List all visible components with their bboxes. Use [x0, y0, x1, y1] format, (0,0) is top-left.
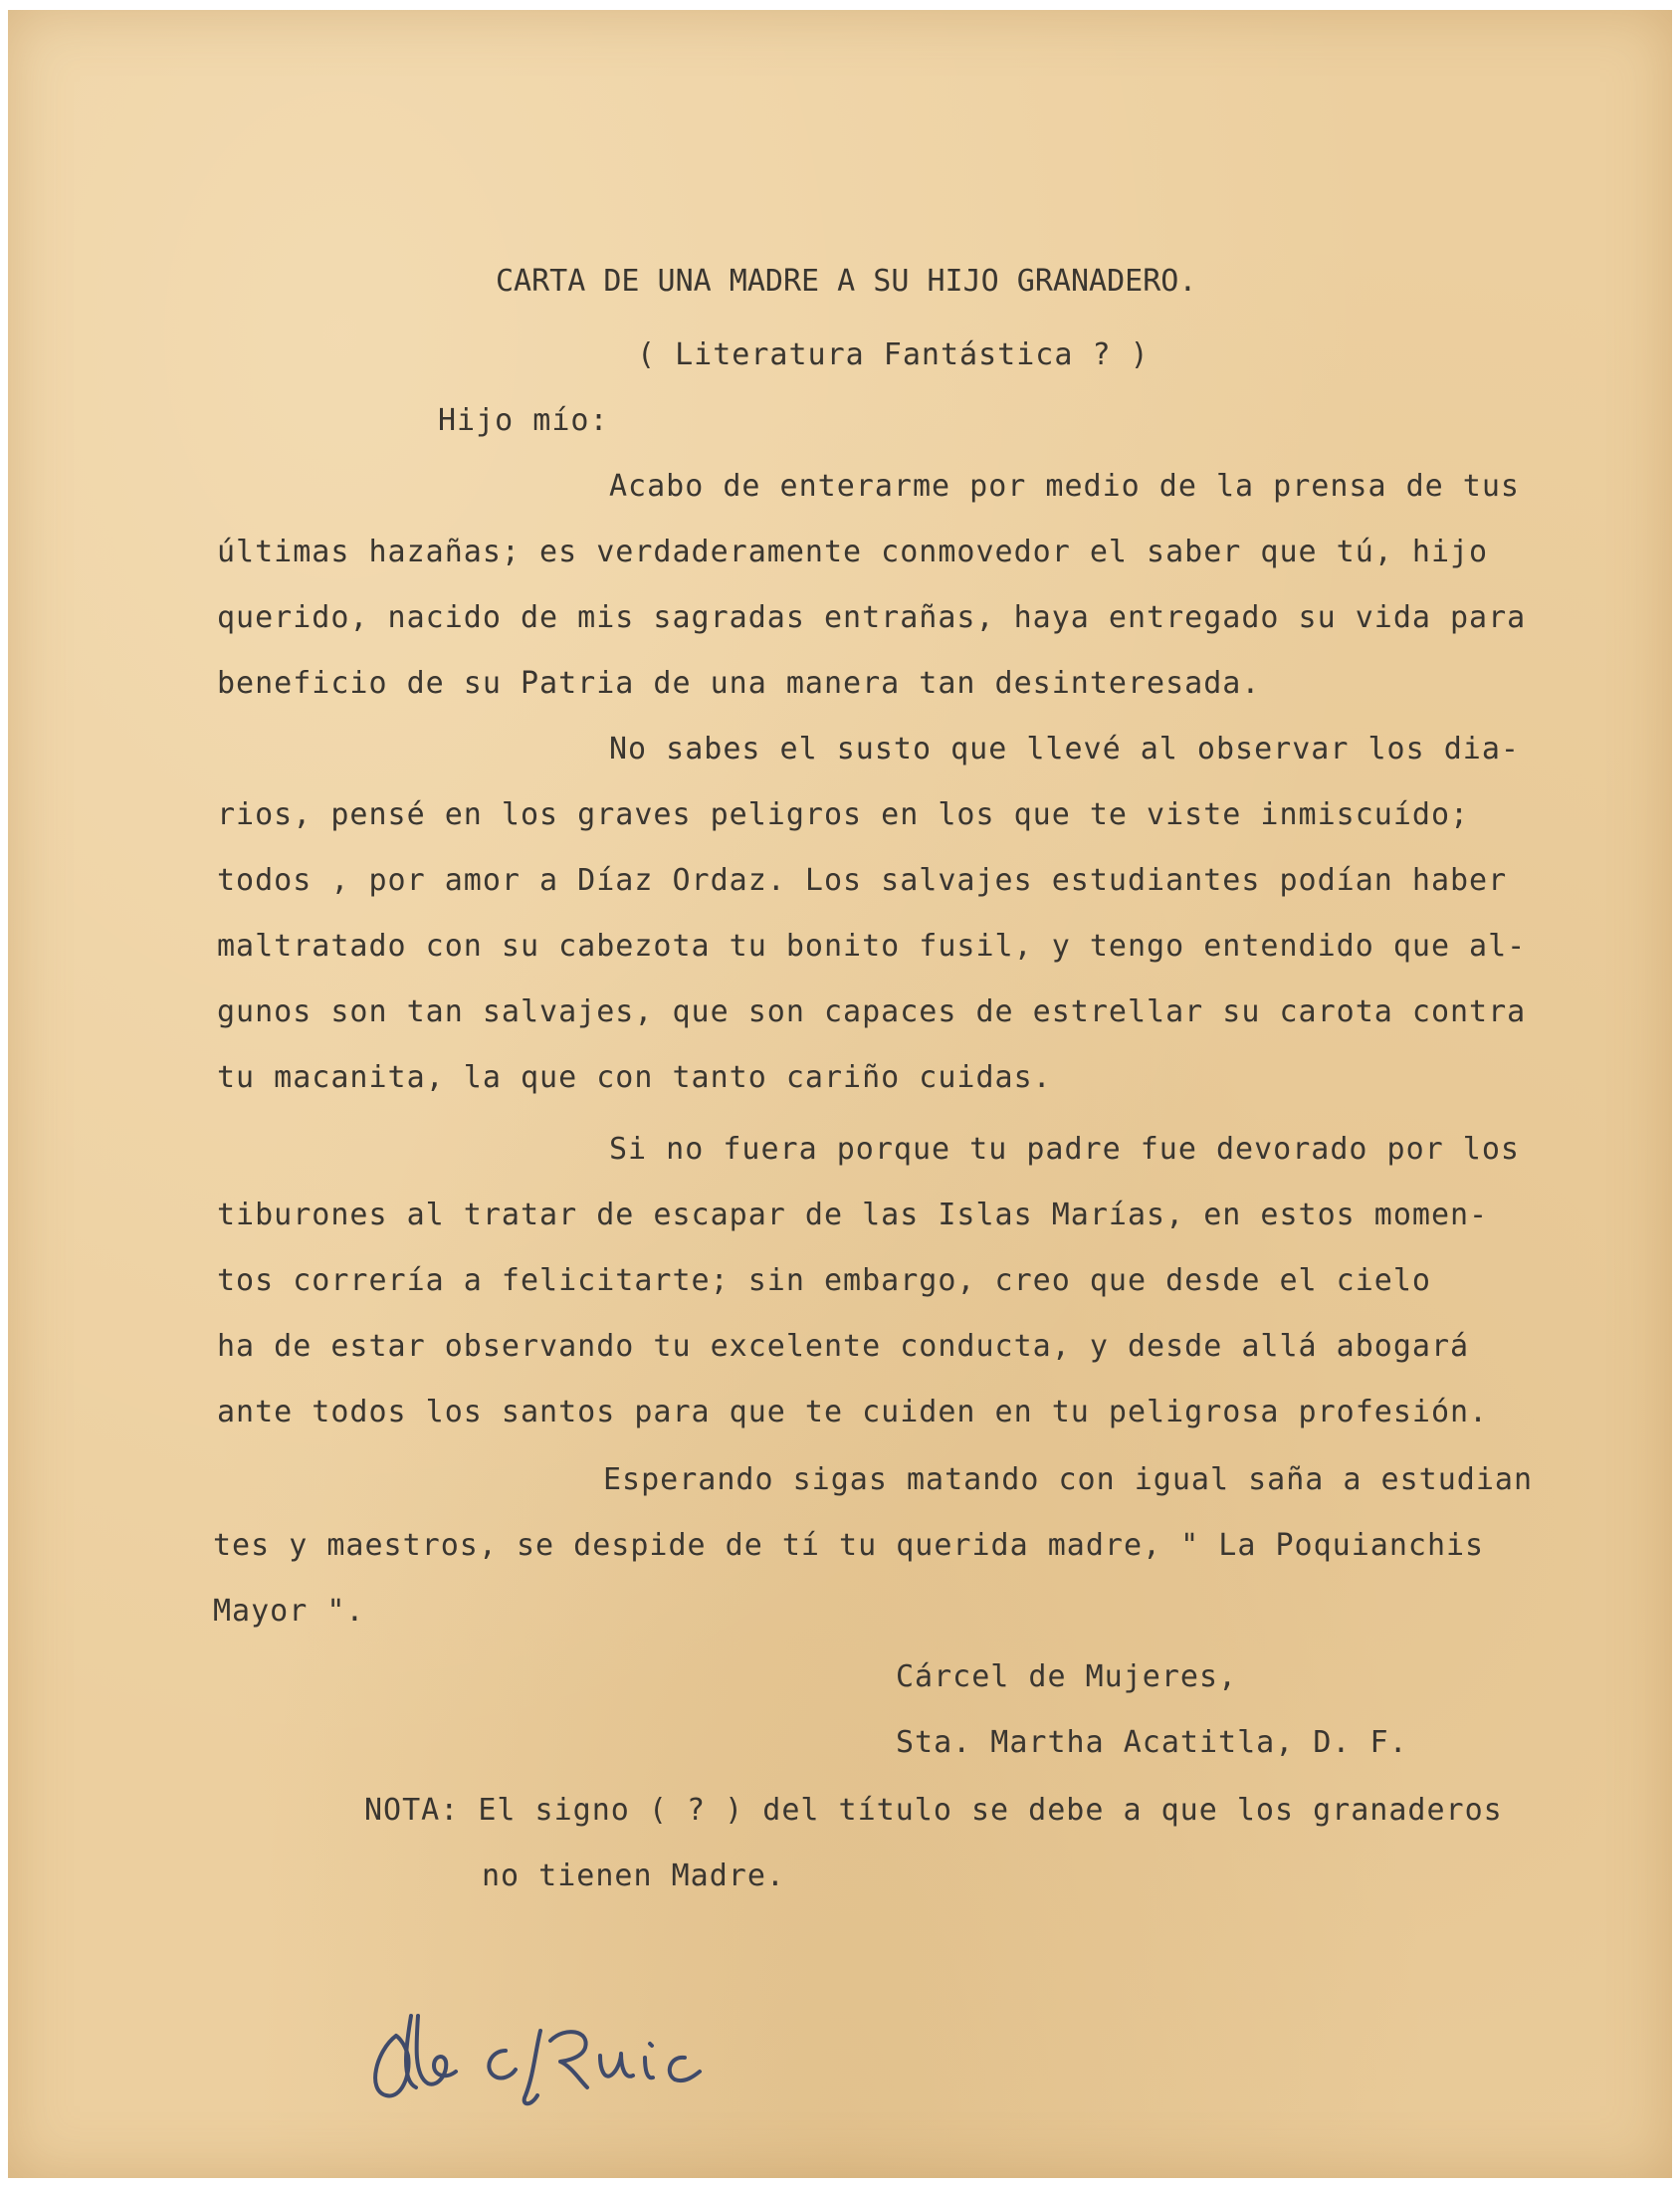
body-line: Si no fuera porque tu padre fue devorado por los: [609, 1132, 1520, 1167]
body-line: tes y maestros, se despide de tí tu querida madre, " La Poquianchis: [213, 1528, 1485, 1563]
body-line: Acabo de enterarme por medio de la prensa de tus: [609, 469, 1520, 504]
body-line: tos correría a felicitarte; sin embargo, creo que desde el cielo: [217, 1263, 1431, 1298]
letter-title: CARTA DE UNA MADRE A SU HIJO GRANADERO.: [496, 264, 1197, 299]
letter-subtitle: ( Literatura Fantástica ? ): [637, 337, 1150, 372]
body-line: tiburones al tratar de escapar de las Islas Marías, en estos momen-: [217, 1198, 1489, 1232]
body-line: últimas hazañas; es verdaderamente conmovedor el saber que tú, hijo: [217, 535, 1489, 569]
closing-address: Sta. Martha Acatitla, D. F.: [896, 1725, 1408, 1760]
body-line: tu macanita, la que con tanto cariño cuidas.: [217, 1060, 1052, 1095]
body-line: rios, pensé en los graves peligros en los que te viste inmiscuído;: [217, 797, 1470, 832]
handwritten-signature: [356, 1996, 735, 2115]
letter-page: [8, 10, 1672, 2178]
body-line: No sabes el susto que llevé al observar los dia-: [609, 732, 1520, 766]
body-line: ha de estar observando tu excelente conducta, y desde allá abogará: [217, 1329, 1470, 1364]
body-line: Mayor ".: [213, 1594, 365, 1629]
body-line: Esperando sigas matando con igual saña a estudian: [603, 1462, 1534, 1497]
body-line: querido, nacido de mis sagradas entrañas, haya entregado su vida para: [217, 600, 1527, 635]
body-line: ante todos los santos para que te cuiden en tu peligrosa profesión.: [217, 1395, 1489, 1429]
body-line: beneficio de su Patria de una manera tan desinteresada.: [217, 666, 1261, 701]
closing-place: Cárcel de Mujeres,: [896, 1659, 1238, 1694]
body-line: todos , por amor a Díaz Ordaz. Los salvajes estudiantes podían haber: [217, 863, 1508, 898]
body-line: maltratado con su cabezota tu bonito fusil, y tengo entendido que al-: [217, 929, 1527, 964]
note-line: NOTA: El signo ( ? ) del título se debe a que los granaderos: [364, 1793, 1503, 1828]
salutation: Hijo mío:: [438, 403, 609, 438]
note-line: no tienen Madre.: [482, 1859, 785, 1893]
body-line: gunos son tan salvajes, que son capaces de estrellar su carota contra: [217, 994, 1527, 1029]
